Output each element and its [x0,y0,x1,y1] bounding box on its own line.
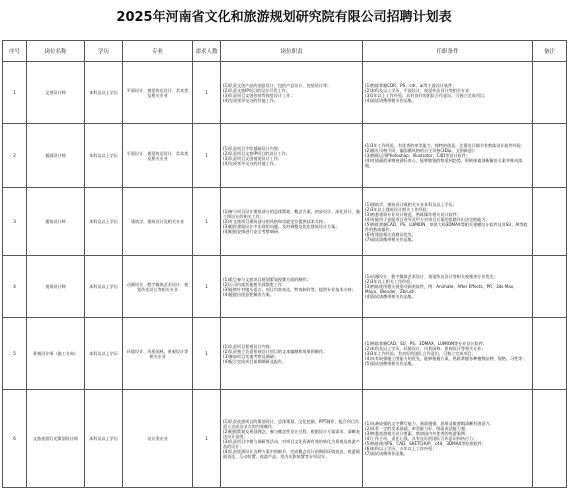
duty-line: (3)负责项目中期与调研等活动，对项目文化资源有效的转化为景观及夜游产品的设计； [223,438,360,449]
table-row [3,318,567,390]
header-duties: 岗位职责 [221,41,363,62]
requirement-line: (4)具有较强施工图能力的优先，能够根据方案，熟练掌握各种植物品种、规格，习性等； [365,356,527,361]
header-note: 备注 [533,41,567,62]
cell-no: 6 [3,390,27,488]
cell-major: 动画设计、数字媒体艺术设计、视觉传达设计等相关专业 [123,256,193,318]
cell-note [533,256,567,318]
cell-requirements [363,62,533,124]
requirement-line: (4)面试请携带相关作品集。 [365,97,416,103]
cell-position: 视效设计师 [27,256,85,318]
cell-no: 5 [3,318,27,390]
cell-major: 建筑学、建筑设计及相关专业 [123,188,193,256]
requirement-line: (3)熟悉建筑专业设计规范，熟练操作相关设计软件； [365,211,461,217]
header-position: 岗位名称 [27,41,85,62]
cell-no: 2 [3,124,27,188]
duty-line: (2)负责独立负责景观设计项目的文本编制和效果图制作； [223,348,328,354]
duty-line: (3)负责项目文创视觉设计工作； [223,155,283,161]
requirement-line: (3)熟练运用Photoshop、Illustrator、C4D等设计软件； [365,153,470,158]
cell-education: 本科及以上学历 [85,124,123,188]
table-row [3,188,567,256]
page-title: 2025年河南省文化和旅游规划研究院有限公司招聘计划表 [116,9,452,25]
requirement-line: (4)面试请携带相关作品集。 [365,294,416,299]
cell-duties [221,390,363,488]
cell-education: 本科及以上学历 [85,318,123,390]
cell-note [533,188,567,256]
cell-duties [221,62,363,124]
duty-line: (2)负责文旅IP项目的设计开发工作； [223,87,290,93]
requirement-line: (5)熟练使用PS、CAD、SKETCHUP、c4d、3DMAX等绘图软件； [365,441,486,446]
requirement-line: (3)3年工作经验，有良好的团队合作意识，可独立完成项目； [365,351,476,356]
table-row [3,390,567,488]
duty-line: (3)跟踪建筑设计中出现的问题，及时调整及优化建筑设计方案； [223,224,340,229]
requirement-line: (1)动漫设计、数字媒体艺术设计、视觉传达设计等相关视频类专业优先； [365,274,498,279]
cell-count: 1 [193,390,221,488]
cell-position: 文旅夜游灯光策划设计师 [27,390,85,488]
requirement-line: (2)擅长风格不同，偏国潮风格的自主风格(3Dip、文创新意)； [365,148,478,153]
cell-count: 1 [193,318,221,390]
duty-line: (4)完成领导交办的其他工作。 [223,160,278,166]
duty-line: (3)负责项目文创包装等视觉设计工作； [223,92,295,98]
cell-major: 平面设计、视觉传达设计、美术类及相关专业 [123,62,193,124]
cell-education: 本科及以上学历 [85,256,123,318]
cell-note [533,318,567,390]
requirement-line: (2)本科及以上学历，平面设计、视觉传达设计等相关专业； [365,87,474,93]
duty-line: (2)对文旅项目建筑部分的风格和功能定位提供技术支持； [223,219,328,224]
requirement-line: (1)熟练掌握CAD、SU、PS、3DMAX、LUMION等专业设计软件； [365,341,487,346]
duty-line: (4)能提出创意性解决方案。 [223,291,274,297]
duty-line: (4)配合完成项目前期调研及报告。 [223,358,287,364]
requirement-line: (1)具备较强的文字撰写能力，画面感强、思维灵敏逻辑清晰有创意力； [365,421,494,426]
cell-note [533,390,567,488]
cell-count: 1 [193,62,221,124]
requirement-line: (2)具有一定的美术基础、审美能力好、图面表达能力强； [365,426,470,431]
duty-line: (4)负责夜游设计各种方案中的细节，完成概念设计前期的环境表达、夜游画面表达、互动装置、夜游产品、室内光影装置等专项设计。 [223,448,360,459]
duty-line: (2)根据策划及规划理念，参与概念性设计过程，根据设计方案需求，清晰表达设计意图； [223,428,360,439]
requirement-line: (4)有能用于说服项目领导及甲方对项目方案的思路作出决定的能力； [365,216,490,222]
duty-line: (1)参与项目设计建筑部分的总体策划、概念方案、初步设计、深化设计、施工图设计的相关工作； [223,209,360,219]
table-row [3,256,567,318]
requirement-line: (4)工作主动，责任心强，具有良好的团队合作意识和执行力； [365,436,478,441]
duty-line: (1)负责文创产品的创意设计，包括产品设计、包装设计等； [223,82,332,88]
requirement-line: (1)熟练掌握CDR、PS、cdr、ai等主流设计软件； [365,82,457,88]
duty-line: (4)根据安排进行安全考察调研。 [223,229,283,234]
duty-line: (2)负责项目文旅IP项目的设计工作； [223,150,290,156]
cell-major: 平面设计、视觉传达设计、美术类及相关专业 [123,124,193,188]
duty-line: (2)公司内部其他相关视频类工作； [223,281,287,287]
requirement-line: (7)面试请携带相关作品集。 [365,236,416,242]
cell-count: 1 [193,188,221,256]
header-no: 序号 [3,41,27,62]
cell-education: 本科及以上学历 [85,188,123,256]
requirement-line: (5)熟练掌握CAD、PS、LUMION、草图大师3DMAX等相关建模设计软件及对SU、AI等软件的熟练操作； [365,221,528,232]
duty-line: (1)重点参与文旅项目规划策划视频方面的制作； [223,276,311,282]
cell-position: 建筑设计师 [27,188,85,256]
table-header-row [3,41,567,62]
cell-major: 设计类专业 [123,390,193,488]
duty-line: (3)参加项目实地考察及调研； [223,353,278,359]
cell-note [533,124,567,188]
duty-line: (4)完成领导交办的其他工作。 [223,97,278,103]
duty-line: (1)负责项目景观设计内容； [223,343,274,349]
cell-no: 1 [3,62,27,124]
duty-line: (3)能够针对镜头语言，项目内容表达，特效制作等，提供专业技术支持； [223,286,356,292]
duty-line: (1)负责项目手绘插画设计内容； [223,145,283,151]
requirement-line: (2)3年以上相关工作经验； [365,279,415,284]
cell-requirements [363,124,533,188]
table-row [3,62,567,124]
header-major: 专业 [123,41,193,62]
requirement-line: (3)熟练使用相关视觉动画类软件，例：Animate、After Effects、PR、3ds Max、Maya、Blender、Zbrush； [365,284,518,294]
cell-requirements [363,318,533,390]
table-row [3,124,567,188]
cell-duties [221,124,363,188]
cell-count: 1 [193,256,221,318]
cell-requirements [363,256,533,318]
requirement-line: (3)1年以上工作经验，具有良好的团队合作意识，可独立完成项目； [365,92,489,98]
header-requirements: 任职条件 [363,41,533,62]
requirement-line: (6)本科以上学历，五年以上工作经验； [365,446,437,451]
cell-count: 1 [193,124,221,188]
header-education: 学历 [85,41,123,62]
cell-education: 本科及以上学历 [85,62,123,124]
requirement-line: (6)有建造相关资格证优先； [365,231,416,237]
requirement-line: (2)本科及以上学历，环境设计、风景园林、景观设计等相关专业； [365,346,486,351]
cell-requirements [363,390,533,488]
cell-no: 4 [3,256,27,318]
requirement-line: (5)面试请携带相关作品集。 [365,361,416,366]
cell-requirements [363,188,533,256]
cell-education: 本科及以上学历 [85,390,123,488]
cell-note [533,62,567,124]
cell-position: 景观设计师（施工方向） [27,318,85,390]
requirement-line: (7)面试请携带作品集。 [365,451,408,456]
cell-position: 插画设计师 [27,124,85,188]
cell-major: 环境设计、风景园林、景观设计等相关专业 [123,318,193,390]
requirement-line: (1)建筑学、建筑设计或相关专业本科及以上学历； [365,201,457,207]
requirement-line: (3)熟悉夜游相关设计要素，熟知国内外优秀的夜游案例； [365,431,470,436]
cell-duties [221,256,363,318]
cell-no: 3 [3,188,27,256]
recruitment-table [2,40,567,488]
cell-duties [221,188,363,256]
requirement-line: (4)对插画的事物充满好奇心，能够敏锐的察觉到趋势，积极探索创新解决方案并推动落地。 [365,158,523,168]
cell-position: 文创设计师 [27,62,85,124]
requirement-line: (1)3年工作经验，有优秀的审美能力，独特的创意，注重设计细节有熟练设计软件经验； [365,143,525,148]
header-count: 需求人数 [193,41,221,62]
cell-duties [221,318,363,390]
duty-line: (1)负责夜游项目的策划设计，总体策划、文化挖掘、PPT制作，配合项目负责人完成各节点的内容制作； [223,418,360,429]
requirement-line: (2)3年以上建筑设计相关工作经验； [365,206,431,212]
